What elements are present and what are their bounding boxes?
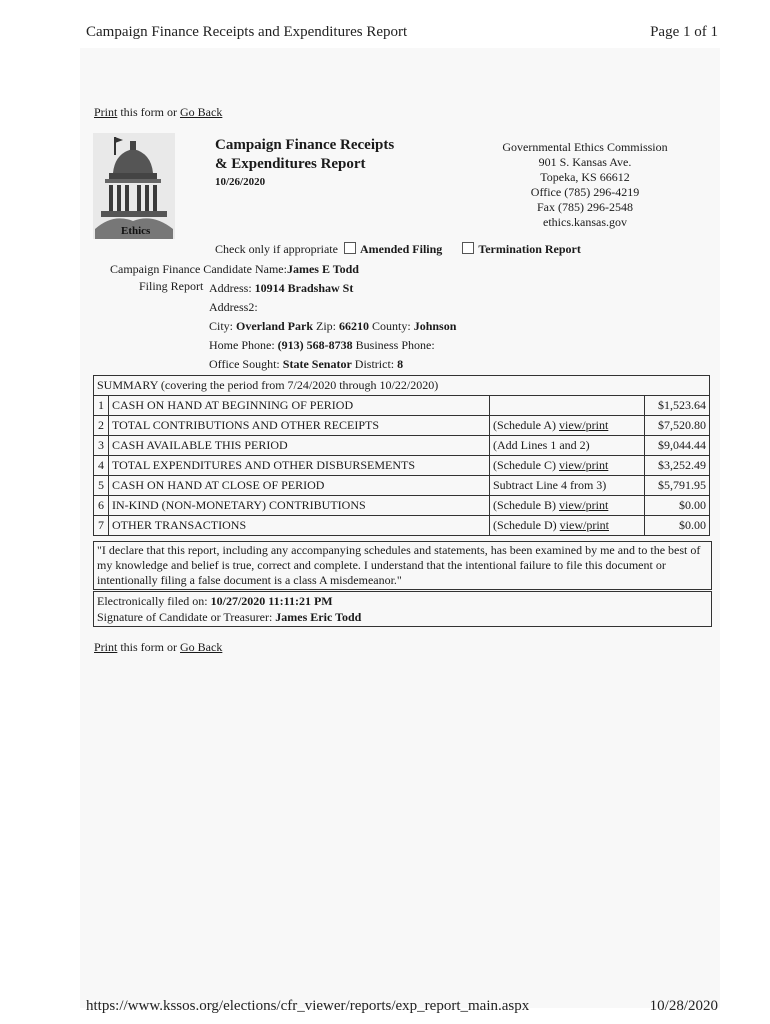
row-label: CASH ON HAND AT BEGINNING OF PERIOD (109, 396, 490, 416)
row-label: IN-KIND (NON-MONETARY) CONTRIBUTIONS (109, 496, 490, 516)
row-label: OTHER TRANSACTIONS (109, 516, 490, 536)
schedule-label: (Schedule B) (493, 498, 556, 512)
row-schedule: Subtract Line 4 from 3) (490, 476, 645, 496)
row-label: CASH AVAILABLE THIS PERIOD (109, 436, 490, 456)
filed-on-value: 10/27/2020 11:11:21 PM (210, 594, 333, 608)
nav-mid-text: this form or (120, 105, 178, 119)
agency-office-phone: Office (785) 296-4219 (530, 185, 640, 199)
page-url: https://www.kssos.org/elections/cfr_viewer/reports/exp_report_main.aspx (86, 998, 530, 1014)
city-label: City: (209, 319, 234, 333)
signature-value: James Eric Todd (275, 610, 362, 624)
table-row (94, 476, 710, 496)
signature-line (97, 609, 708, 625)
summary-header-row (94, 376, 710, 396)
table-row (94, 396, 710, 416)
amended-filing-label: Amended Filing (359, 242, 443, 256)
row-schedule (490, 416, 645, 436)
schedule-a-view-print-link[interactable]: view/print (558, 418, 609, 432)
capitol-building-seal-icon (93, 133, 175, 239)
district-value: 8 (397, 357, 404, 371)
schedule-c-view-print-link[interactable]: view/print (558, 458, 609, 472)
schedule-label: (Schedule A) (493, 418, 556, 432)
candidate-name: James E Todd (286, 262, 359, 276)
page-title: Campaign Finance Receipts and Expenditures Report (86, 24, 408, 40)
row-number: 1 (94, 396, 109, 416)
row-amount: $7,520.80 (645, 416, 710, 436)
county-label: County: (372, 319, 411, 333)
row-amount: $5,791.95 (645, 476, 710, 496)
report-title-line1: Campaign Finance Receipts (215, 137, 395, 153)
filed-on-line (97, 593, 708, 609)
report-title-line2: & Expenditures Report (215, 156, 366, 172)
row-amount: $3,252.49 (645, 456, 710, 476)
table-row (94, 436, 710, 456)
row-schedule (490, 496, 645, 516)
county-value: Johnson (413, 319, 457, 333)
go-back-link[interactable]: Go Back (180, 105, 223, 119)
row-schedule (490, 456, 645, 476)
row-schedule: (Add Lines 1 and 2) (490, 436, 645, 456)
agency-city: Topeka, KS 66612 (540, 170, 630, 184)
summary-table (93, 375, 710, 536)
nav-mid-text-bottom: this form or (120, 640, 178, 654)
filing-options-prompt: Check only if appropriate (215, 242, 338, 256)
row-label: TOTAL CONTRIBUTIONS AND OTHER RECEIPTS (109, 416, 490, 436)
bottom-nav (94, 640, 222, 655)
row-amount: $9,044.44 (645, 436, 710, 456)
home-phone-value: (913) 568-8738 (277, 338, 353, 352)
agency-block (470, 140, 700, 230)
business-phone-label: Business Phone: (355, 338, 435, 352)
agency-street: 901 S. Kansas Ave. (538, 155, 632, 169)
row-amount: $0.00 (645, 496, 710, 516)
row-schedule (490, 396, 645, 416)
agency-fax: Fax (785) 296-2548 (537, 200, 633, 214)
row-number: 3 (94, 436, 109, 456)
amended-filing-checkbox[interactable] (344, 242, 356, 254)
row-label: CASH ON HAND AT CLOSE OF PERIOD (109, 476, 490, 496)
agency-website: ethics.kansas.gov (543, 215, 627, 229)
home-phone-label: Home Phone: (209, 338, 275, 352)
print-date: 10/28/2020 (649, 998, 718, 1014)
row-number: 7 (94, 516, 109, 536)
office-sought-label: Office Sought: (209, 357, 280, 371)
candidate-name-label: Campaign Finance Candidate Name: (110, 262, 287, 276)
schedule-label: (Schedule D) (493, 518, 557, 532)
summary-header: SUMMARY (covering the period from 7/24/2020 through 10/22/2020) (94, 376, 710, 396)
print-link[interactable]: Print (94, 105, 118, 119)
address-line (209, 279, 353, 298)
table-row (94, 496, 710, 516)
table-row (94, 456, 710, 476)
schedule-label: (Schedule C) (493, 458, 556, 472)
termination-report-checkbox[interactable] (462, 242, 474, 254)
schedule-d-view-print-link[interactable]: view/print (559, 518, 609, 532)
address-value: 10914 Bradshaw St (254, 281, 354, 295)
row-number: 6 (94, 496, 109, 516)
print-link-bottom[interactable]: Print (94, 640, 118, 654)
filing-options (215, 240, 581, 259)
city-line (209, 317, 456, 336)
zip-value: 66210 (339, 319, 370, 333)
go-back-link-bottom[interactable]: Go Back (180, 640, 223, 654)
termination-report-label: Termination Report (478, 242, 581, 256)
zip-label: Zip: (316, 319, 337, 333)
declaration-statement: "I declare that this report, including any accompanying schedules and statements, has been examined by me and to the best of my knowledge and belief is true, correct and complete. I understand that the intentional failure to file this document or intentionally filing a false document is a class A misdemeanor." (93, 541, 712, 590)
address-label: Address: (209, 281, 252, 295)
filing-info (93, 591, 712, 627)
top-nav (94, 105, 222, 120)
agency-name: Governmental Ethics Commission (502, 140, 668, 154)
office-sought-value: State Senator (282, 357, 352, 371)
signature-label: Signature of Candidate or Treasurer: (97, 610, 273, 624)
report-date: 10/26/2020 (215, 176, 266, 188)
city-value: Overland Park (236, 319, 314, 333)
row-label: TOTAL EXPENDITURES AND OTHER DISBURSEMENTS (109, 456, 490, 476)
row-amount: $0.00 (645, 516, 710, 536)
filed-on-label: Electronically filed on: (97, 594, 208, 608)
row-schedule (490, 516, 645, 536)
table-row (94, 416, 710, 436)
phone-line (209, 336, 435, 355)
table-row (94, 516, 710, 536)
row-number: 5 (94, 476, 109, 496)
filing-report-label: Filing Report (139, 279, 204, 293)
report-title (215, 136, 394, 190)
row-amount: $1,523.64 (645, 396, 710, 416)
address2-label: Address2: (209, 300, 258, 314)
district-label: District: (354, 357, 395, 371)
seal-label: Ethics (121, 225, 151, 237)
page-count: Page 1 of 1 (650, 24, 718, 40)
office-line (209, 355, 403, 374)
row-number: 2 (94, 416, 109, 436)
schedule-b-view-print-link[interactable]: view/print (558, 498, 609, 512)
row-number: 4 (94, 456, 109, 476)
